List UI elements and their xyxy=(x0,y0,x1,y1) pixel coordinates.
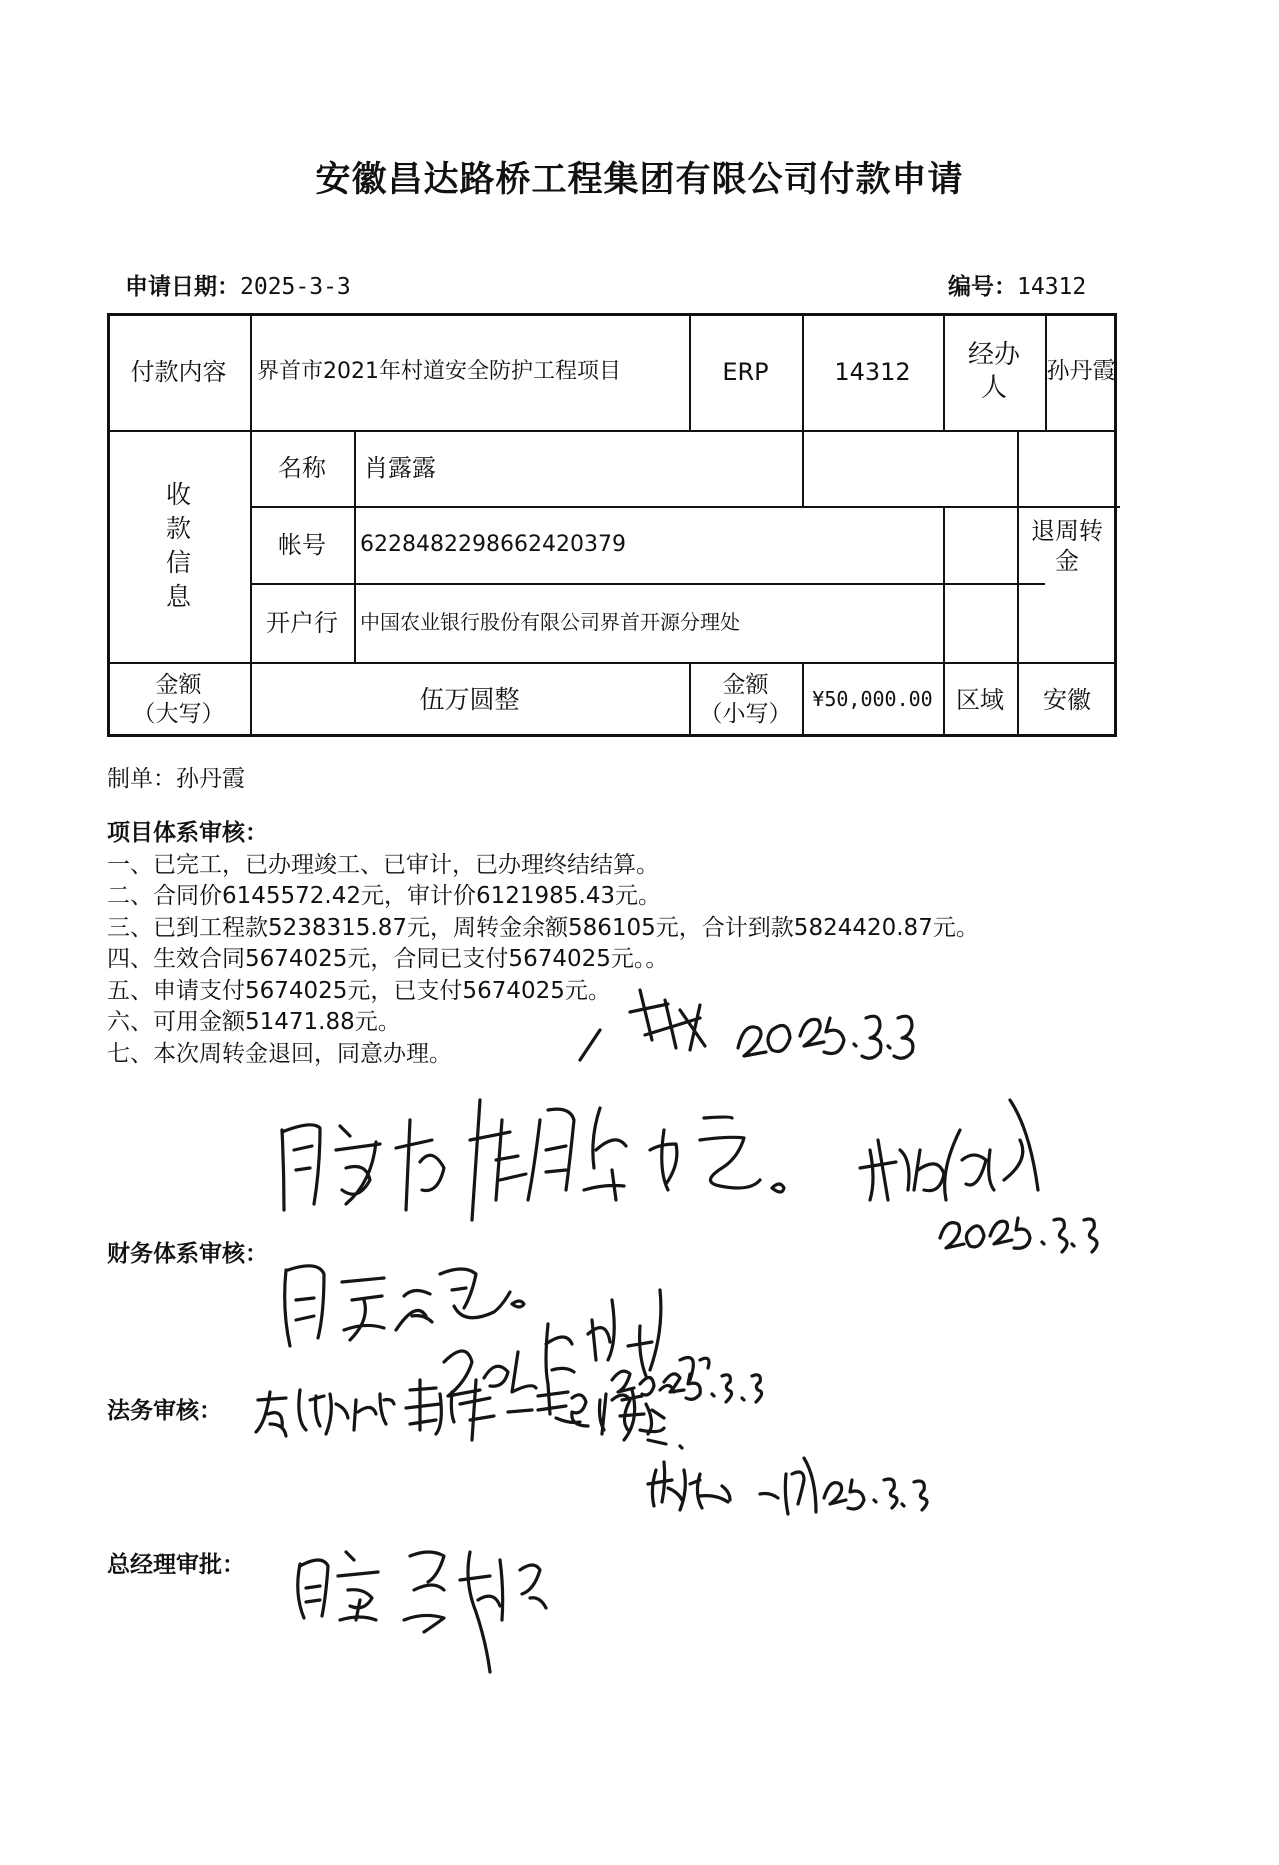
finance-review-label: 财务体系审核： xyxy=(107,1241,268,1267)
account-label: 帐号 xyxy=(278,530,326,559)
erp-value: 14312 xyxy=(834,357,911,386)
amount-upper-value: 伍万圆整 xyxy=(419,684,520,714)
amount-upper-label-line2: （大写） xyxy=(132,700,225,727)
remark-line2: 金 xyxy=(1055,547,1079,575)
project-review-line: 七、本次周转金退回，同意办理。 xyxy=(107,1040,452,1067)
payment-content-label: 付款内容 xyxy=(130,357,227,386)
project-review-line: 五、申请支付5674025元，已支付5674025元。 xyxy=(107,977,611,1004)
project-review-line: 三、已到工程款5238315.87元，周转金余额586105元，合计到款5824420.87元。 xyxy=(107,914,979,941)
project-signature xyxy=(580,990,913,1060)
gm-signature xyxy=(298,1552,546,1672)
serial-number-label: 编号： xyxy=(948,274,1017,300)
amount-lower-label-line2: （小写） xyxy=(699,700,792,727)
payee-info-char: 款 xyxy=(165,514,191,543)
project-review-line: 四、生效合同5674025元，合同已支付5674025元。。 xyxy=(107,946,669,972)
payee-info-char: 息 xyxy=(165,582,191,611)
bank-value: 中国农业银行股份有限公司界首开源分理处 xyxy=(360,610,740,634)
project-review-heading: 项目体系审核： xyxy=(107,820,268,846)
handler-label-line2: 人 xyxy=(980,372,1007,403)
handler-value: 孙丹霞 xyxy=(1046,358,1116,385)
amount-lower-value: ¥50,000.00 xyxy=(812,687,933,711)
prepared-by: 制单：孙丹霞 xyxy=(107,766,245,792)
name-value: 肖露露 xyxy=(364,454,436,482)
project-review-line: 六、可用金额51471.88元。 xyxy=(107,1009,401,1035)
gm-approval-label: 总经理审批： xyxy=(107,1552,245,1578)
remark-line1: 退周转 xyxy=(1031,517,1103,545)
region-value: 安徽 xyxy=(1043,685,1091,714)
amount-lower-label-line1: 金额 xyxy=(722,671,769,698)
payee-info-char: 信 xyxy=(165,548,191,577)
payment-content-value: 界首市2021年村道安全防护工程项目 xyxy=(257,358,621,384)
finance-signature xyxy=(444,1290,709,1396)
project-signature-2 xyxy=(860,1100,1097,1252)
legal-review-label: 法务审核： xyxy=(107,1398,222,1424)
region-label: 区域 xyxy=(956,685,1004,714)
name-label: 名称 xyxy=(278,454,326,482)
account-value: 6228482298662420379 xyxy=(360,531,626,557)
apply-date-label: 申请日期： xyxy=(125,274,240,300)
handler-label-line1: 经办 xyxy=(967,340,1020,370)
project-review-line: 一、已完工，已办理竣工、已审计，已办理终结结算。 xyxy=(107,851,659,878)
erp-label: ERP xyxy=(722,357,769,386)
serial-number-value: 14312 xyxy=(1017,274,1087,300)
amount-upper-label-line1: 金额 xyxy=(155,671,202,698)
document-title: 安徽昌达路桥工程集团有限公司付款申请 xyxy=(315,160,964,200)
bank-label: 开户行 xyxy=(266,608,338,637)
payee-info-char: 收 xyxy=(165,480,191,509)
project-comment xyxy=(282,1100,784,1220)
finance-comment xyxy=(285,1266,524,1346)
apply-date-value: 2025-3-3 xyxy=(240,274,351,300)
project-review-line: 二、合同价6145572.42元，审计价6121985.43元。 xyxy=(107,883,662,909)
legal-signature xyxy=(648,1458,927,1514)
